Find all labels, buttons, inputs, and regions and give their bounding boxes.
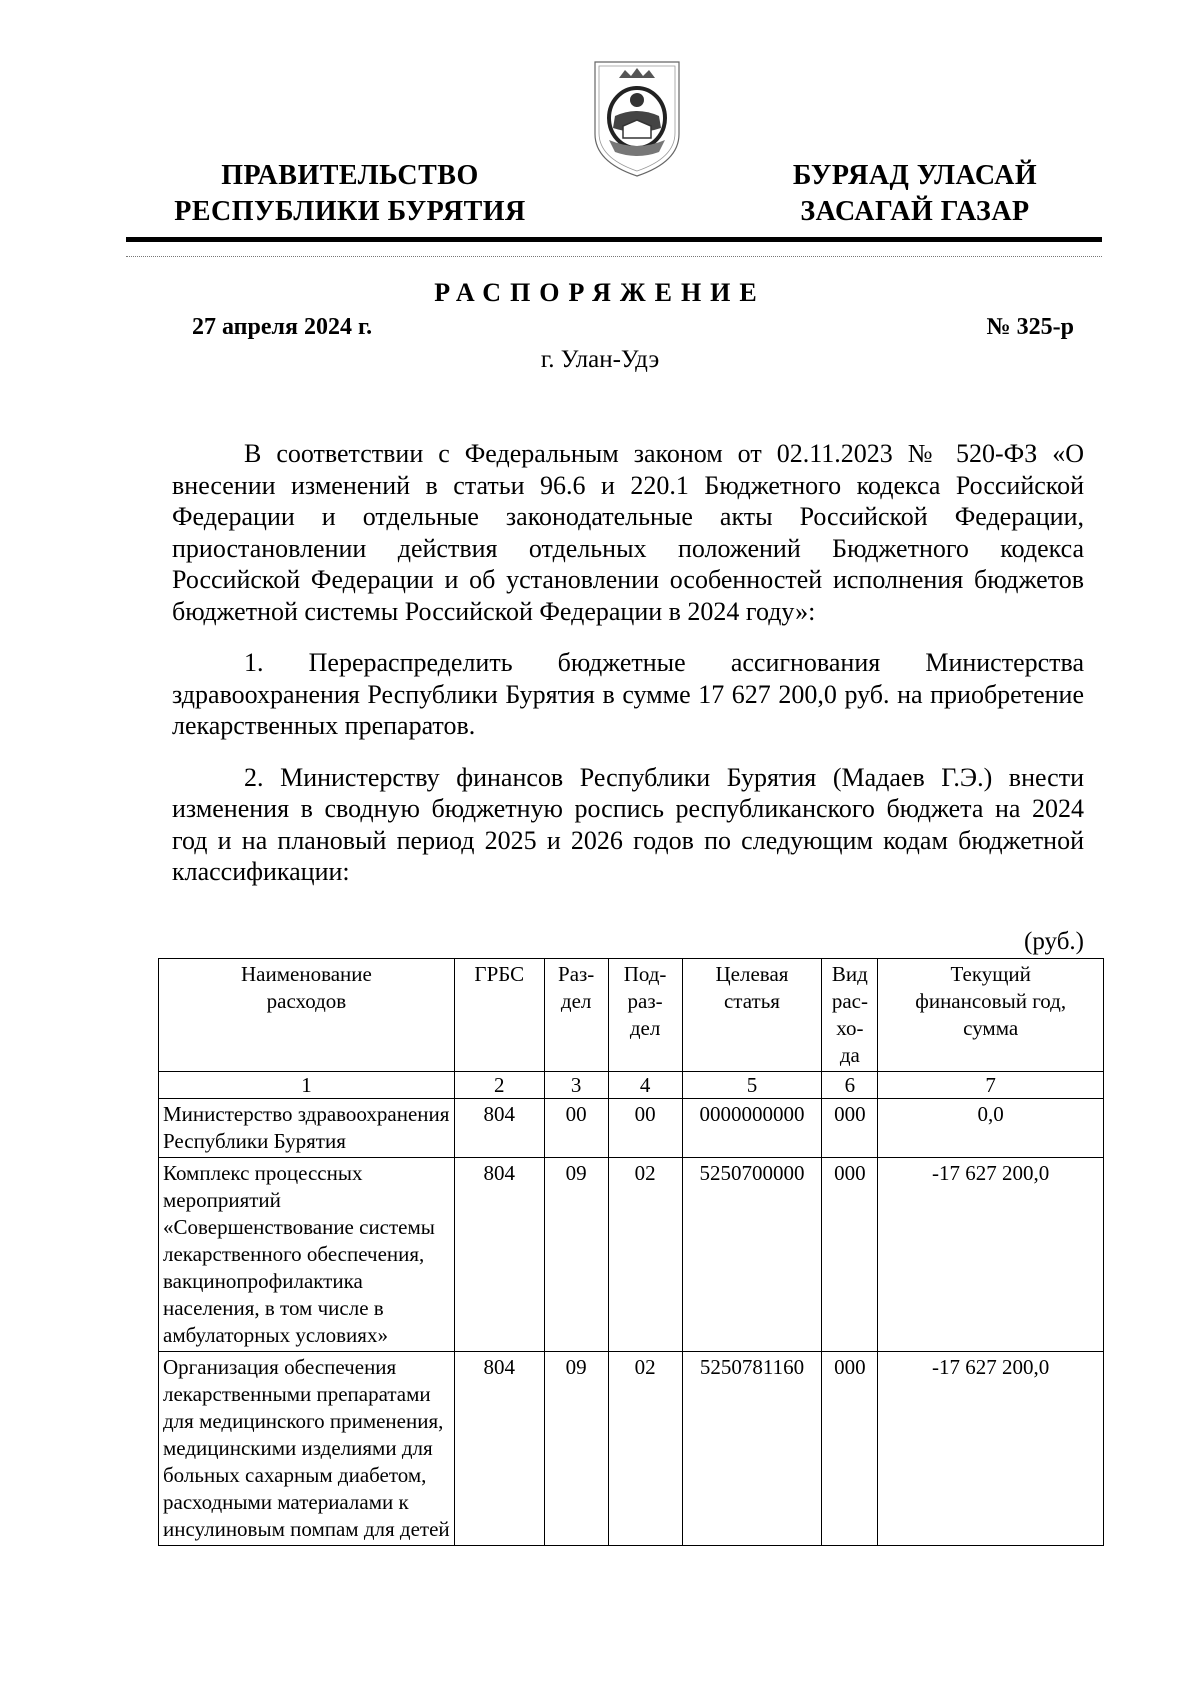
row-name: Министерство здравоохранения Республики Бурятия — [159, 1099, 455, 1158]
issuer-name-buryat — [745, 158, 1085, 230]
column-number: 5 — [682, 1072, 822, 1099]
col-header-grbs: ГРБС — [454, 959, 544, 1072]
coat-of-arms-icon — [589, 56, 685, 180]
table-unit-label: (руб.) — [1024, 928, 1084, 955]
row-expense-type: 000 — [822, 1099, 878, 1158]
issuer-name-russian — [160, 158, 540, 230]
budget-classification-table — [158, 958, 1104, 1546]
row-target-article: 0000000000 — [682, 1099, 822, 1158]
row-expense-type: 000 — [822, 1158, 878, 1352]
header-divider-thick — [126, 237, 1102, 242]
issuer-name-russian-line2: РЕСПУБЛИКИ БУРЯТИЯ — [174, 196, 526, 227]
table-row — [159, 1352, 1104, 1546]
col-header-razdel: Раз- дел — [544, 959, 608, 1072]
document-number: № 325-р — [986, 314, 1074, 340]
row-podrazdel: 00 — [608, 1099, 682, 1158]
row-grbs: 804 — [454, 1352, 544, 1546]
column-number: 1 — [159, 1072, 455, 1099]
table-row — [159, 1099, 1104, 1158]
column-number: 6 — [822, 1072, 878, 1099]
table-row — [159, 1158, 1104, 1352]
row-razdel: 09 — [544, 1158, 608, 1352]
row-grbs: 804 — [454, 1099, 544, 1158]
col-header-podrazdel: Под- раз- дел — [608, 959, 682, 1072]
col-header-target-article: Целевая статья — [682, 959, 822, 1072]
row-amount: -17 627 200,0 — [878, 1158, 1104, 1352]
row-razdel: 00 — [544, 1099, 608, 1158]
row-podrazdel: 02 — [608, 1158, 682, 1352]
preamble-paragraph: В соответствии с Федеральным законом от 02.11.2023 № 520-ФЗ «О внесении изменений в статьи 96.6 и 220.1 Бюджетного кодекса Российской Федерации и отдельные законодательные акты Российской Федерации, приостановлении действия отдельных положений Бюджетного кодекса Российской Федерации и об установлении особенностей исполнения бюджетов бюджетной системы Российской Федерации в 2024 году»: — [172, 439, 1084, 626]
row-name: Комплекс процессных мероприятий «Совершенствование системы лекарственного обеспечения, вакцинопрофилактика населения, в том числе в амбулаторных условиях» — [159, 1158, 455, 1352]
row-target-article: 5250700000 — [682, 1158, 822, 1352]
col-header-expense-type: Вид рас- хо- да — [822, 959, 878, 1072]
row-name: Организация обеспечения лекарственными препаратами для медицинского применения, медицинскими изделиями для больных сахарным диабетом, расходными материалами к инсулиновым помпам для детей — [159, 1352, 455, 1546]
document-city: г. Улан-Удэ — [540, 346, 660, 373]
row-grbs: 804 — [454, 1158, 544, 1352]
column-number: 3 — [544, 1072, 608, 1099]
row-razdel: 09 — [544, 1352, 608, 1546]
col-header-amount: Текущий финансовый год, сумма — [878, 959, 1104, 1072]
document-body — [172, 438, 1084, 908]
issuer-name-buryat-line2: ЗАСАГАЙ ГАЗАР — [800, 196, 1030, 227]
clause-1-paragraph: 1. Перераспределить бюджетные ассигнования Министерства здравоохранения Республики Бурятия в сумме 17 627 200,0 руб. на приобретение лекарственных препаратов. — [172, 648, 1084, 740]
document-date: 27 апреля 2024 г. — [192, 314, 373, 340]
column-number: 7 — [878, 1072, 1104, 1099]
row-expense-type: 000 — [822, 1352, 878, 1546]
issuer-name-russian-line1: ПРАВИТЕЛЬСТВО — [221, 160, 479, 191]
row-target-article: 5250781160 — [682, 1352, 822, 1546]
row-podrazdel: 02 — [608, 1352, 682, 1546]
clause-2-paragraph: 2. Министерству финансов Республики Бурятия (Мадаев Г.Э.) внести изменения в сводную бюджетную роспись республиканского бюджета на 2024 год и на плановый период 2025 и 2026 годов по следующим кодам бюджетной классификации: — [172, 762, 1084, 886]
row-amount: -17 627 200,0 — [878, 1352, 1104, 1546]
column-number-row — [159, 1072, 1104, 1099]
issuer-name-buryat-line1: БУРЯАД УЛАСАЙ — [792, 160, 1038, 191]
column-number: 2 — [454, 1072, 544, 1099]
column-number: 4 — [608, 1072, 682, 1099]
col-header-name: Наименование расходов — [159, 959, 455, 1072]
document-title: РАСПОРЯЖЕНИЕ — [434, 278, 766, 307]
header-divider-thin — [126, 256, 1102, 257]
row-amount: 0,0 — [878, 1099, 1104, 1158]
table-header-row — [159, 959, 1104, 1072]
